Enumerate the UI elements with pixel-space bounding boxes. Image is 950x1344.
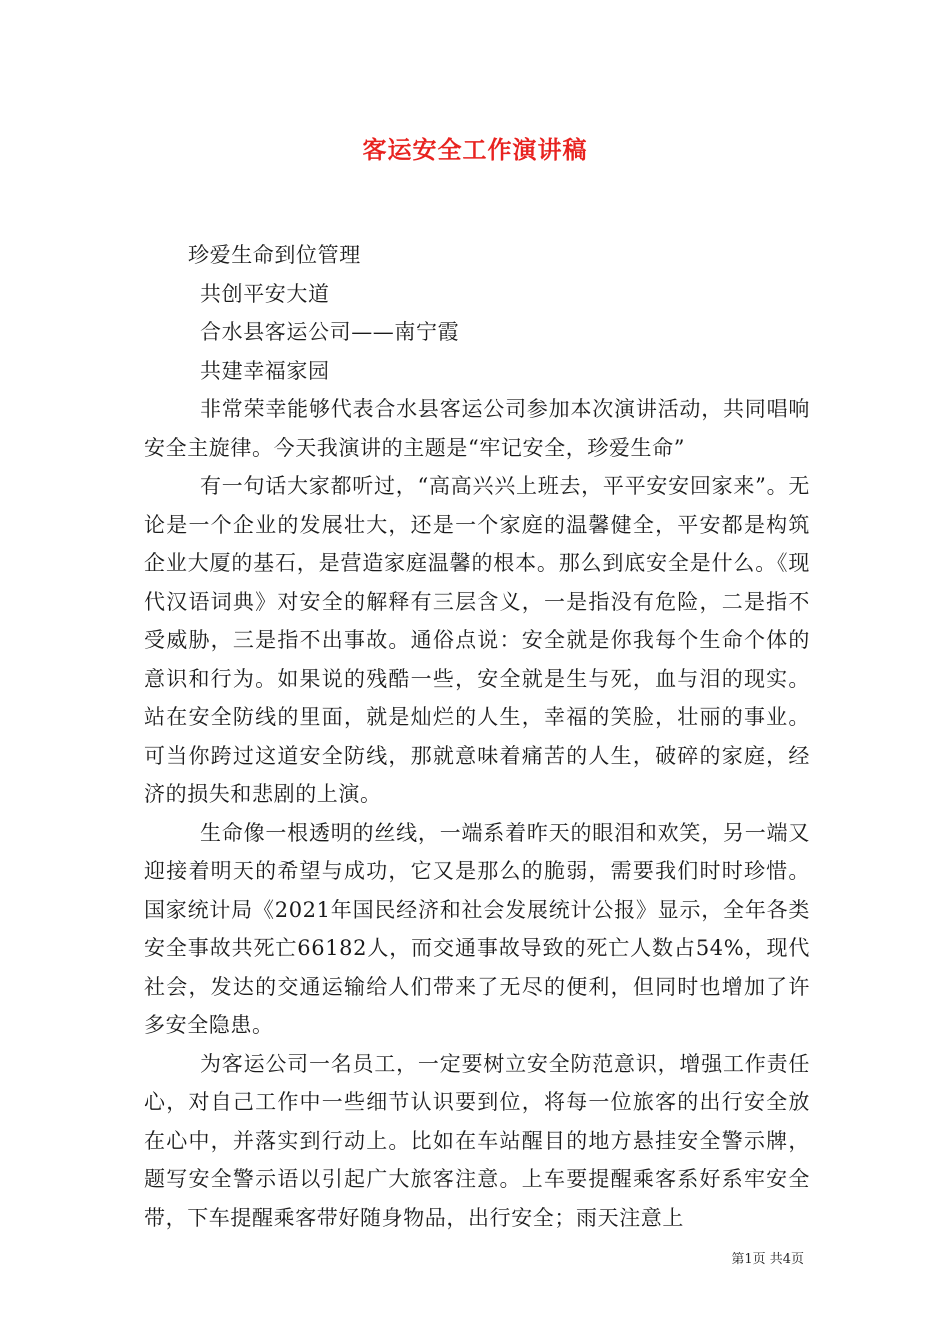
body-paragraph: 有一句话大家都听过，“高高兴兴上班去，平平安安回家来”。无论是一个企业的发展壮大，还是一个家庭的温馨健全，平安都是构筑企业大厦的基石，是营造家庭温馨的根本。那么到底安全是什么。《现代汉语词典》对安全的解释有三层含义，一是指没有危险，二是指不受威胁，三是指不出事故。通俗点说：安全就是你我每个生命个体的意识和行为。如果说的残酷一些，安全就是生与死，血与泪的现实。站在安全防线的里面，就是灿烂的人生，幸福的笑脸，壮丽的事业。可当你跨过这道安全防线，那就意味着痛苦的人生，破碎的家庭，经济的损失和悲剧的上演。 — [144, 474, 810, 806]
subtitle-line: 共创平安大道 — [200, 281, 330, 306]
body-paragraph: 为客运公司一名员工，一定要树立安全防范意识，增强工作责任心，对自己工作中一些细节认识要到位，将每一位旅客的出行安全放在心中，并落实到行动上。比如在车站醒目的地方悬挂安全警示牌，题写安全警示语以引起广大旅客注意。上车要提醒乘客系好系牢安全带，下车提醒乘客带好随身物品，出行安全；雨天注意上 — [144, 1051, 810, 1230]
document-body — [144, 236, 810, 1237]
subtitle-line: 共建幸福家园 — [200, 358, 330, 383]
page-footer: 第1页 共4页 — [731, 1252, 804, 1267]
body-paragraph: 生命像一根透明的丝线，一端系着昨天的眼泪和欢笑，另一端又迎接着明天的希望与成功，它又是那么的脆弱，需要我们时时珍惜。国家统计局《2021年国民经济和社会发展统计公报》显示，全年各类安全事故共死亡66182人，而交通事故导致的死亡人数占54%，现代社会，发达的交通运输给人们带来了无尽的便利，但同时也增加了许多安全隐患。 — [144, 820, 810, 1037]
subtitle-line: 珍爱生命到位管理 — [188, 243, 361, 267]
body-paragraph: 非常荣幸能够代表合水县客运公司参加本次演讲活动，共同唱响安全主旋律。今天我演讲的主题是“牢记安全，珍爱生命” — [144, 397, 810, 460]
author-line: 合水县客运公司——南宁霞 — [200, 320, 460, 344]
page-title: 客运安全工作演讲稿 — [362, 135, 588, 164]
